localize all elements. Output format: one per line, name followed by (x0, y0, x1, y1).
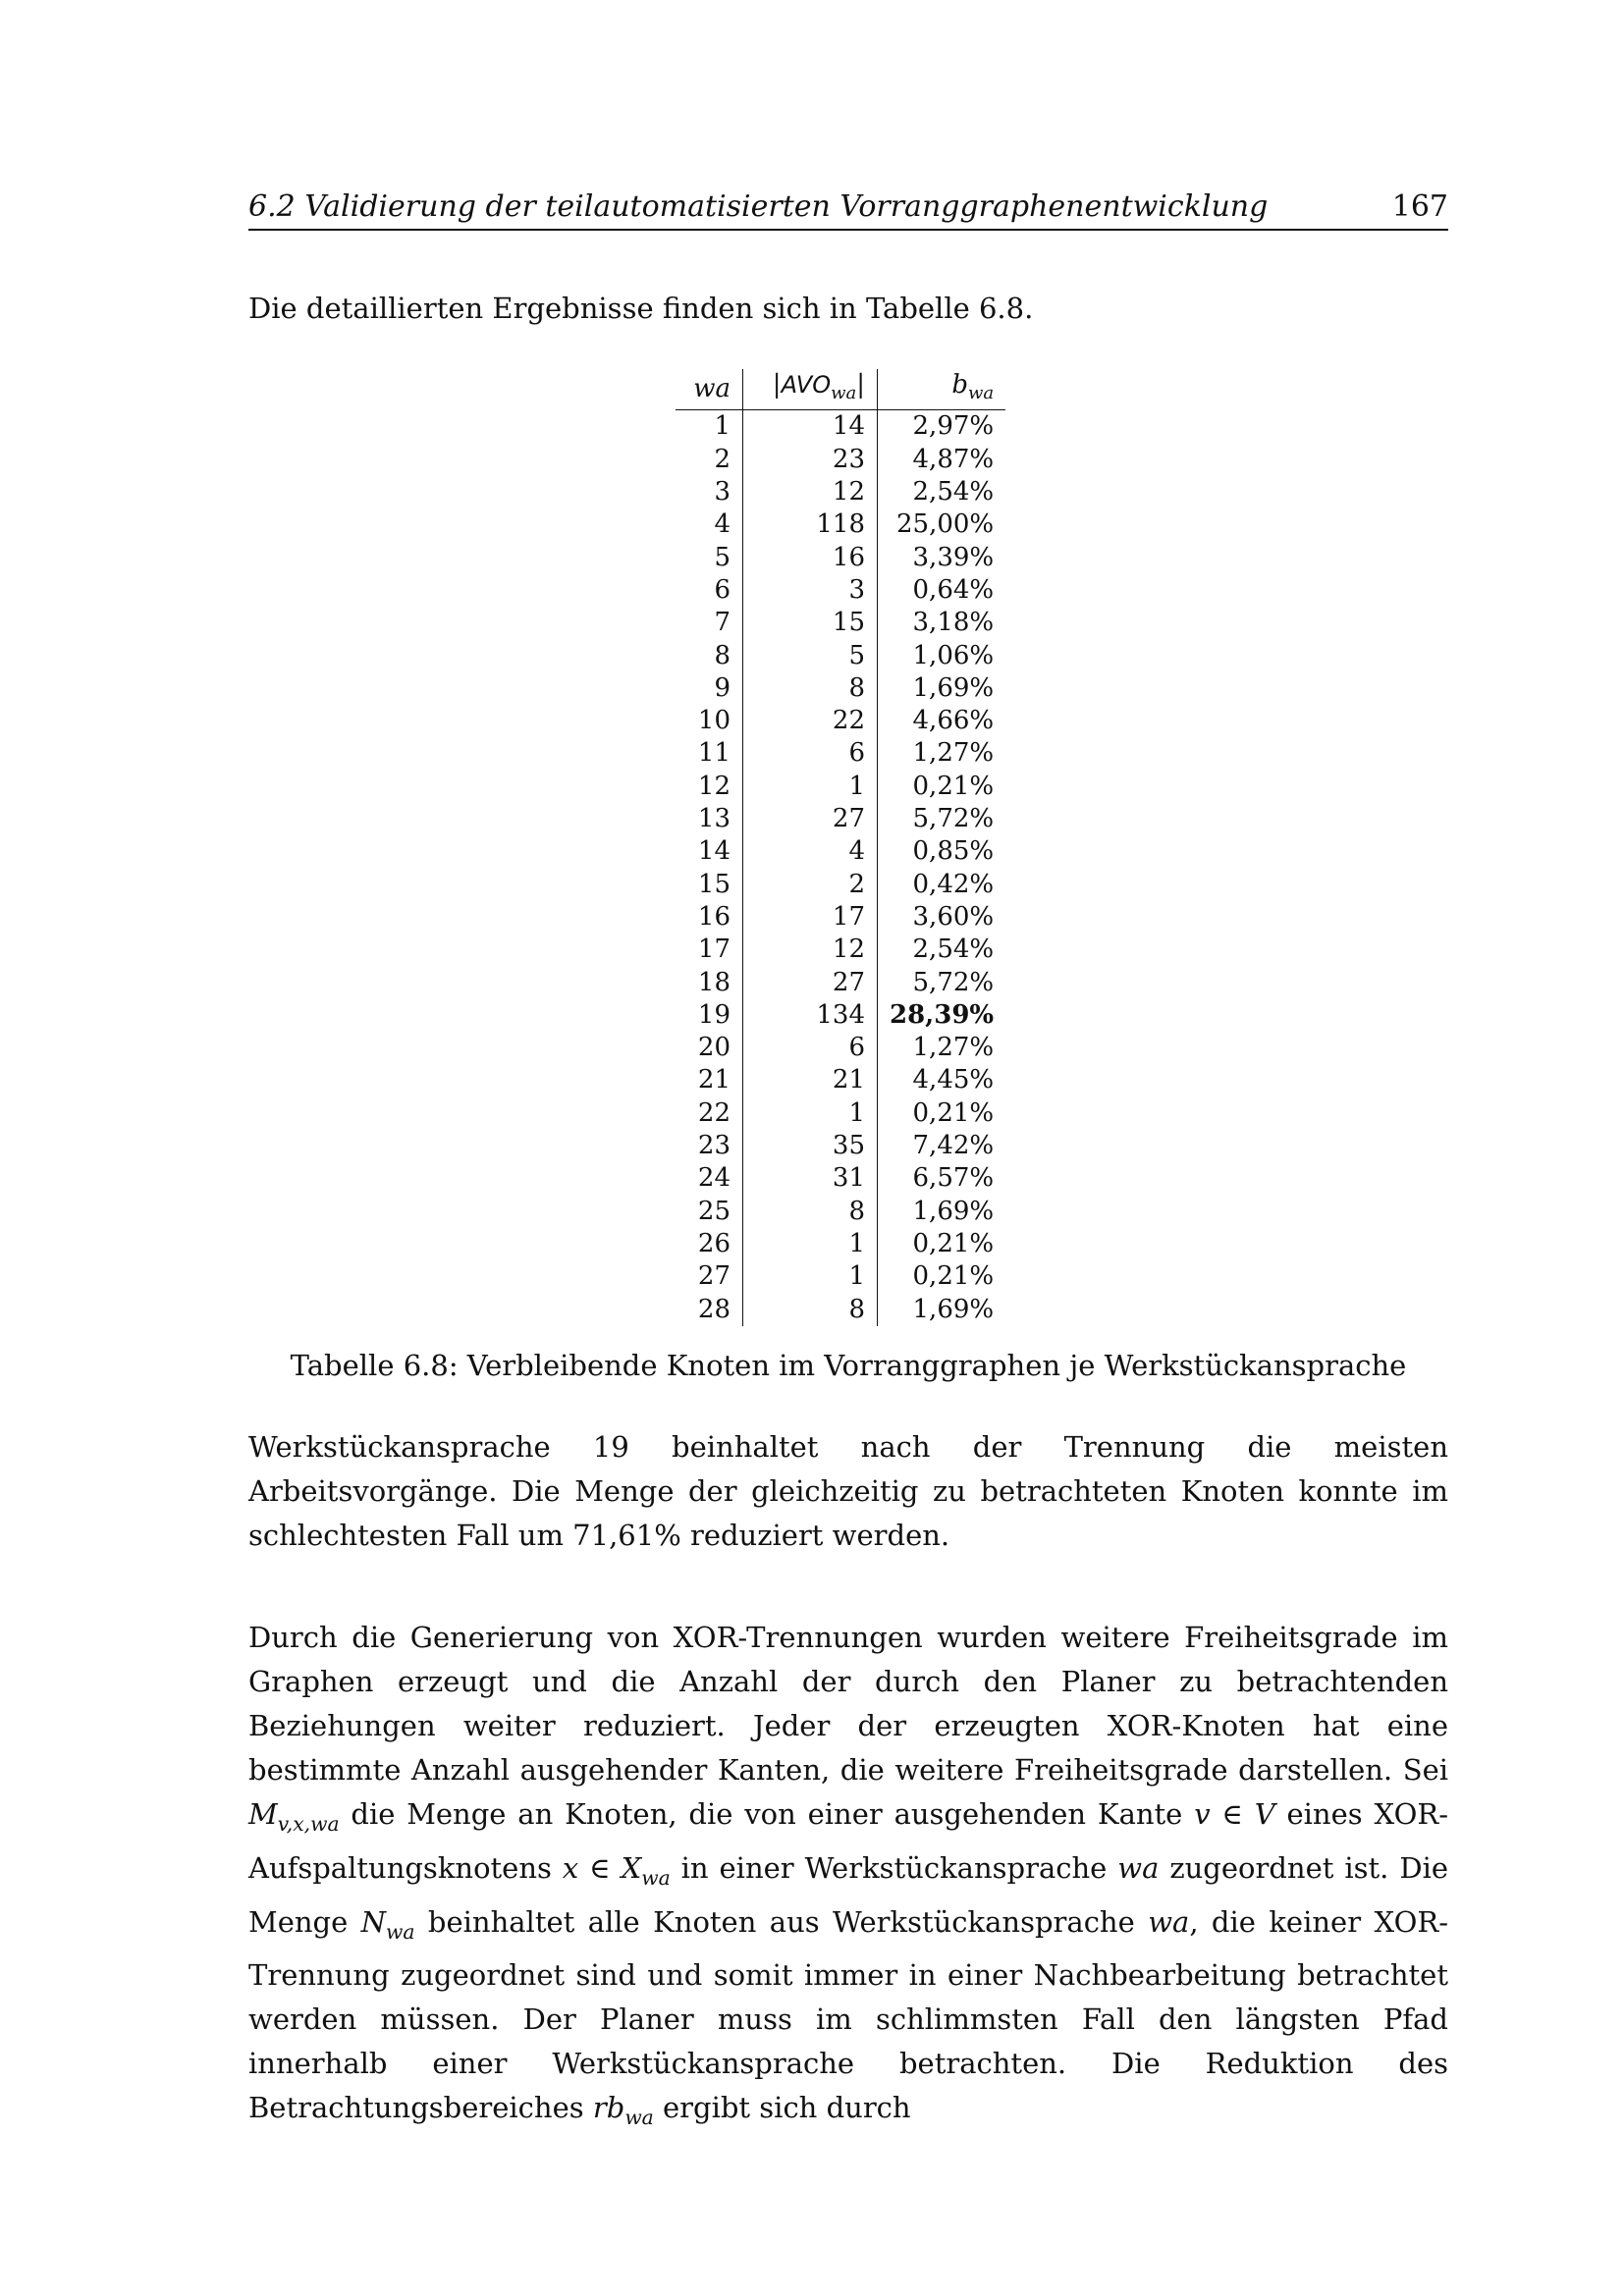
cell-bwa: 25,00% (895, 509, 995, 540)
cell-avo-count: 17 (743, 901, 878, 934)
cell-bwa: 1,69% (912, 1196, 995, 1226)
cell-bwa: 28,39% (890, 999, 995, 1030)
cell-wa: 27 (676, 1260, 743, 1293)
cell-bwa: 1,69% (912, 1294, 995, 1324)
cell-bwa: 5,72% (912, 804, 995, 834)
table-row (676, 869, 1005, 901)
table-caption: Tabelle 6.8: Verbleibende Knoten im Vorranggraphen je Werkstückansprache (290, 1349, 1407, 1382)
cell-avo-count: 16 (743, 542, 878, 574)
table-row (676, 1064, 1005, 1096)
cell-wa: 7 (676, 607, 743, 639)
cell-wa: 3 (676, 476, 743, 508)
cell-bwa: 1,69% (912, 672, 995, 703)
cell-bwa: 0,64% (912, 574, 995, 605)
cell-bwa: 0,21% (912, 1228, 995, 1258)
cell-wa: 11 (676, 737, 743, 770)
cell-bwa: 3,60% (912, 901, 995, 932)
table-row (676, 1228, 1005, 1260)
cell-wa: 23 (676, 1130, 743, 1162)
cell-wa: 25 (676, 1196, 743, 1228)
table-row (676, 542, 1005, 574)
cell-wa: 16 (676, 901, 743, 934)
section-title: 6.2 Validierung der teilautomatisierten Vorranggraphenentwicklung (248, 189, 1269, 224)
cell-wa: 14 (676, 835, 743, 868)
cell-wa: 2 (676, 444, 743, 476)
cell-wa: 15 (676, 869, 743, 901)
paragraph-1: Werkstückansprache 19 beinhaltet nach der Trennung die meisten Arbeitsvorgänge. Die Menge der gleichzeitig zu betrachteten Knoten konnte im schlechtesten Fall um 71,61% reduziert werden. (248, 1430, 1448, 1552)
cell-wa: 13 (676, 803, 743, 835)
cell-avo-count: 31 (743, 1162, 878, 1195)
cell-bwa: 2,97% (912, 411, 995, 442)
cell-bwa: 2,54% (912, 477, 995, 507)
cell-wa: 26 (676, 1228, 743, 1260)
table-row (676, 771, 1005, 803)
cell-wa: 18 (676, 967, 743, 999)
table-row (676, 705, 1005, 737)
cell-wa: 20 (676, 1032, 743, 1064)
cell-bwa: 6,57% (912, 1163, 995, 1194)
cell-bwa: 3,39% (912, 542, 995, 572)
cell-avo-count: 6 (743, 737, 878, 770)
header-bwa: $b_{wa}$ (878, 369, 1006, 410)
cell-bwa: 1,27% (912, 738, 995, 769)
table-body (676, 410, 1005, 1326)
table-row (676, 444, 1005, 476)
cell-avo-count: 8 (743, 1196, 878, 1228)
table-row (676, 1294, 1005, 1326)
table-row (676, 1130, 1005, 1162)
table-row (676, 803, 1005, 835)
header-avo-count: $|AVO_{wa}|$ (743, 369, 878, 410)
table-row (676, 737, 1005, 770)
cell-wa: 19 (676, 999, 743, 1032)
cell-avo-count: 22 (743, 705, 878, 737)
cell-bwa: 4,66% (912, 706, 995, 736)
cell-bwa: 0,85% (912, 836, 995, 867)
cell-wa: 10 (676, 705, 743, 737)
cell-avo-count: 2 (743, 869, 878, 901)
cell-bwa: 0,21% (912, 1097, 995, 1128)
cell-avo-count: 27 (743, 803, 878, 835)
cell-avo-count: 12 (743, 476, 878, 508)
results-table (676, 369, 1005, 1326)
table-row (676, 835, 1005, 868)
page-number: 167 (1391, 189, 1448, 224)
cell-avo-count: 5 (743, 640, 878, 672)
cell-bwa: 4,87% (912, 444, 995, 474)
cell-wa: 5 (676, 542, 743, 574)
table-header-row (676, 369, 1005, 410)
cell-wa: 8 (676, 640, 743, 672)
cell-avo-count: 1 (743, 1260, 878, 1293)
cell-bwa: 7,42% (912, 1131, 995, 1161)
table-row (676, 967, 1005, 999)
cell-avo-count: 23 (743, 444, 878, 476)
table-row (676, 476, 1005, 508)
cell-bwa: 2,54% (912, 934, 995, 965)
table-row (676, 410, 1005, 444)
cell-bwa: 3,18% (912, 608, 995, 638)
cell-bwa: 0,21% (912, 1261, 995, 1292)
table-row (676, 1097, 1005, 1130)
header-wa: wa (676, 369, 743, 410)
table-row (676, 574, 1005, 607)
cell-avo-count: 134 (743, 999, 878, 1032)
cell-avo-count: 12 (743, 934, 878, 966)
table-row (676, 607, 1005, 639)
table-row (676, 1196, 1005, 1228)
table-row (676, 1162, 1005, 1195)
table-row (676, 1260, 1005, 1293)
cell-wa: 21 (676, 1064, 743, 1096)
running-header (248, 189, 1448, 231)
table-row (676, 999, 1005, 1032)
cell-bwa: 4,45% (912, 1065, 995, 1095)
cell-avo-count: 1 (743, 1228, 878, 1260)
cell-avo-count: 1 (743, 771, 878, 803)
cell-bwa: 0,21% (912, 771, 995, 801)
cell-avo-count: 4 (743, 835, 878, 868)
paragraph-2: Durch die Generierung von XOR-Trennungen wurden weitere Freiheitsgrade im Graphen erzeugt und die Anzahl der durch den Planer zu betrachtenden Beziehungen weiter reduziert. Jeder der erzeugten XOR-Knoten hat eine bestimmte Anzahl ausgehender Kanten, die weitere Freiheitsgrade darstellen. Sei $M_{v,x,wa}$ die Menge an Knoten, die von einer ausgehenden Kante v ∈ V eines XOR-Aufspaltungsknotens x ∈ $X_{wa}$ in einer Werkstückansprache wa zugeordnet ist. Die Menge $N_{wa}$ beinhaltet alle Knoten aus Werkstückansprache wa, die keiner XOR-Trennung zugeordnet sind und somit immer in einer Nachbearbeitung betrachtet werden müssen. Der Planer muss im schlimmsten Fall den längsten Pfad innerhalb einer Werkstückansprache betrachten. Die Reduktion des Betrachtungsbereiches $rb_{wa}$ ergibt sich durch (248, 1621, 1449, 2130)
table-row (676, 672, 1005, 705)
cell-avo-count: 3 (743, 574, 878, 607)
cell-wa: 12 (676, 771, 743, 803)
cell-bwa: 1,06% (912, 640, 995, 670)
cell-bwa: 0,42% (912, 869, 995, 899)
cell-avo-count: 35 (743, 1130, 878, 1162)
cell-wa: 17 (676, 934, 743, 966)
cell-bwa: 1,27% (912, 1033, 995, 1063)
table-row (676, 934, 1005, 966)
cell-avo-count: 27 (743, 967, 878, 999)
cell-wa: 28 (676, 1294, 743, 1326)
table-row (676, 901, 1005, 934)
cell-avo-count: 6 (743, 1032, 878, 1064)
table-row (676, 640, 1005, 672)
cell-wa: 6 (676, 574, 743, 607)
cell-avo-count: 21 (743, 1064, 878, 1096)
cell-avo-count: 15 (743, 607, 878, 639)
cell-avo-count: 14 (743, 410, 878, 444)
cell-wa: 9 (676, 672, 743, 705)
cell-wa: 24 (676, 1162, 743, 1195)
cell-avo-count: 118 (743, 508, 878, 541)
cell-avo-count: 1 (743, 1097, 878, 1130)
table-row (676, 1032, 1005, 1064)
cell-avo-count: 8 (743, 672, 878, 705)
cell-wa: 4 (676, 508, 743, 541)
cell-avo-count: 8 (743, 1294, 878, 1326)
table-row (676, 508, 1005, 541)
intro-paragraph: Die detaillierten Ergebnisse finden sich in Tabelle 6.8. (248, 292, 1034, 325)
cell-wa: 22 (676, 1097, 743, 1130)
cell-wa: 1 (676, 410, 743, 444)
cell-bwa: 5,72% (912, 967, 995, 997)
